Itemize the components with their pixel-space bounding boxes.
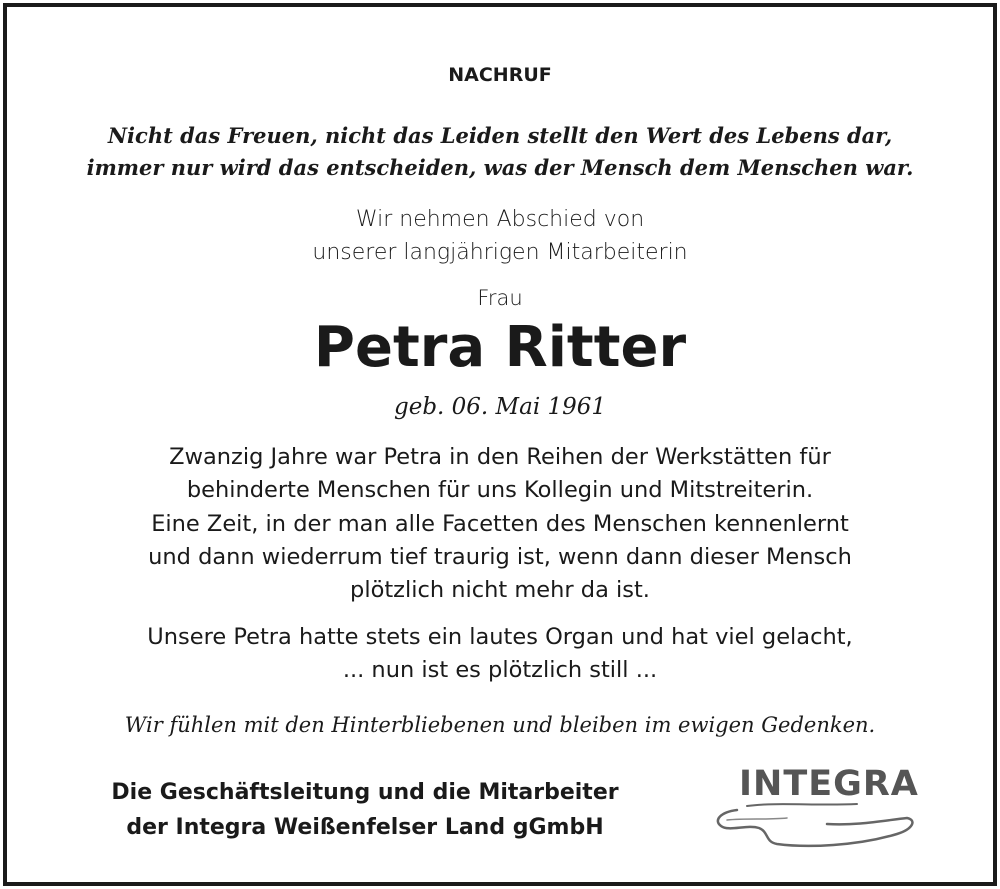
body-line-4: und dann wiederrum tief traurig ist, wenn dann dieser Mensch — [148, 544, 852, 570]
birth-date: geb. 06. Mai 1961 — [393, 394, 607, 420]
motto-line-1: Nicht das Freuen, nicht das Leiden stellt den Wert des Lebens dar, — [107, 123, 893, 148]
closing-line: Wir fühlen mit den Hinterbliebenen und bleiben im ewigen Gedenken. — [124, 713, 876, 737]
signature-line-2: der Integra Weißenfelser Land gGmbH — [126, 815, 604, 840]
integra-logo — [707, 762, 927, 857]
body-line-2: behinderte Menschen für uns Kollegin und Mitstreiterin. — [186, 477, 814, 503]
body-line-7: ... nun ist es plötzlich still ... — [342, 657, 658, 683]
intro-line-2: unserer langjährigen Mitarbeiterin — [312, 240, 688, 265]
body-line-3: Eine Zeit, in der man alle Facetten des Menschen kennenlernt — [151, 511, 849, 537]
notice-heading: NACHRUF — [448, 64, 552, 86]
logo-wordmark: INTEGRA — [739, 764, 919, 804]
obituary-notice — [3, 3, 997, 886]
motto-line-2: immer nur wird das entscheiden, was der Mensch dem Menschen war. — [86, 155, 914, 180]
deceased-name: Petra Ritter — [313, 315, 687, 380]
intro-line-1: Wir nehmen Abschied von — [355, 207, 645, 232]
body-line-6: Unsere Petra hatte stets ein lautes Organ und hat viel gelacht, — [147, 624, 853, 650]
body-line-5: plötzlich nicht mehr da ist. — [350, 577, 650, 603]
signature-line-1: Die Geschäftsleitung und die Mitarbeiter — [111, 780, 619, 805]
open-hand-icon — [707, 762, 927, 857]
intro-salutation: Frau — [477, 286, 523, 310]
body-line-1: Zwanzig Jahre war Petra in den Reihen der Werkstätten für — [169, 444, 831, 470]
